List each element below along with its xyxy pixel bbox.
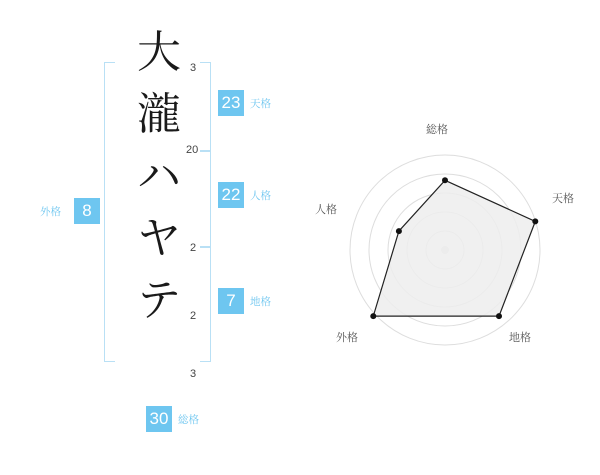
gaikaku-label: 外格 xyxy=(40,206,61,218)
name-characters xyxy=(128,22,190,332)
chikaku-label: 地格 xyxy=(250,296,271,308)
soukaku-label: 総格 xyxy=(178,414,199,426)
chikaku-bracket xyxy=(200,246,211,362)
name-stroke-panel xyxy=(0,0,300,470)
chikaku-score: 7 xyxy=(218,288,244,314)
stroke-count: 20 xyxy=(186,144,199,156)
tenkaku-bracket xyxy=(200,62,211,152)
name-character: 瀧 xyxy=(137,90,181,139)
stroke-count: 2 xyxy=(190,310,197,322)
stroke-count: 3 xyxy=(190,62,197,74)
name-character: ハ xyxy=(137,152,181,201)
radar-chart-svg xyxy=(300,0,600,470)
tenkaku-label: 天格 xyxy=(250,98,271,110)
jinkaku-score: 22 xyxy=(218,182,244,208)
name-character: ヤ xyxy=(137,214,181,263)
radar-axis-label-chikaku: 地格 xyxy=(509,332,531,344)
soukaku-score: 30 xyxy=(146,406,172,432)
radar-axis-label-gaikaku: 外格 xyxy=(336,332,358,344)
name-character: テ xyxy=(137,276,181,325)
jinkaku-label: 人格 xyxy=(250,190,271,202)
radar-axis-label-jinkaku: 人格 xyxy=(315,204,337,216)
gaikaku-score: 8 xyxy=(74,198,100,224)
radar-chart xyxy=(300,0,600,470)
stroke-count: 2 xyxy=(190,242,197,254)
name-character: 大 xyxy=(137,28,181,77)
jinkaku-bracket xyxy=(200,150,211,248)
radar-series xyxy=(370,177,538,319)
tenkaku-score: 23 xyxy=(218,90,244,116)
radar-axis-label-tenkaku: 天格 xyxy=(552,193,574,205)
stroke-count: 3 xyxy=(190,368,197,380)
gaikaku-bracket xyxy=(104,62,115,362)
radar-axis-label-soukaku: 総格 xyxy=(426,124,448,136)
